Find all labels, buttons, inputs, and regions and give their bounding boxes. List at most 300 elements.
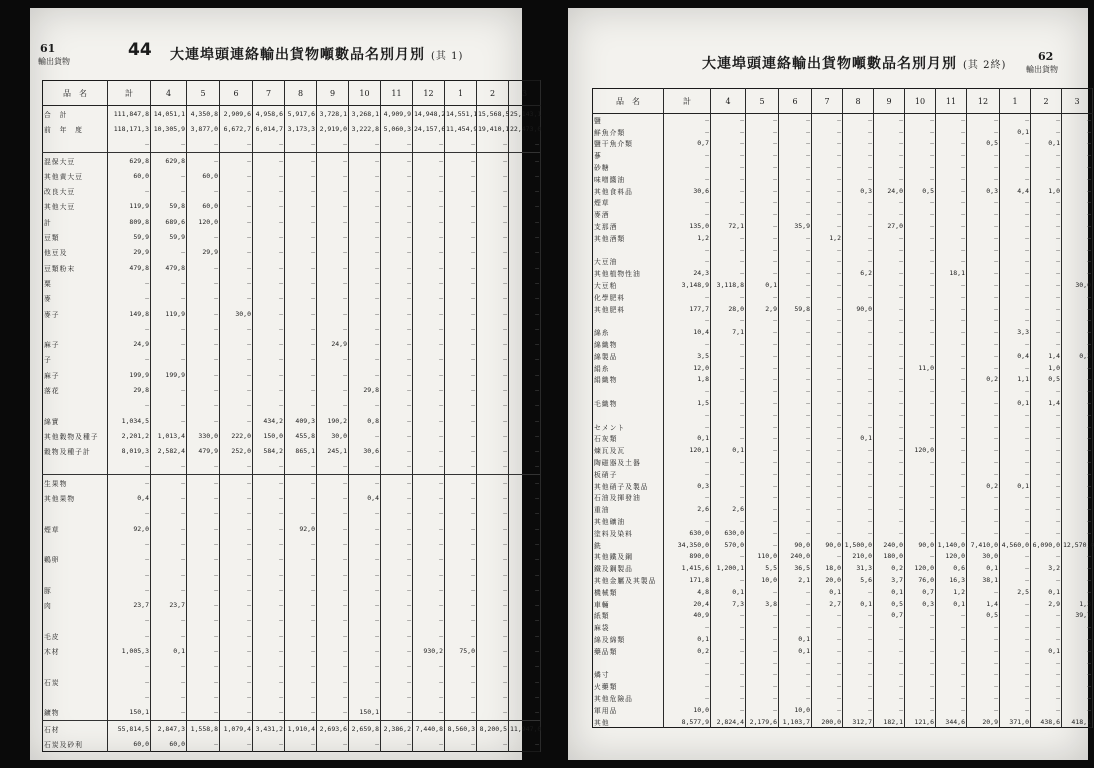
table-row xyxy=(43,336,541,351)
table-cell: — xyxy=(253,521,285,536)
table-row xyxy=(43,275,541,290)
table-cell: — xyxy=(509,367,541,382)
table-cell: — xyxy=(151,659,187,674)
table-cell: — xyxy=(509,336,541,351)
table-cell: — xyxy=(1062,291,1093,303)
table-cell: — xyxy=(905,149,936,161)
table-cell: 59,9 xyxy=(108,229,151,244)
freight-table-part-2 xyxy=(592,88,1093,728)
table-row xyxy=(593,197,1093,209)
table-cell: — xyxy=(711,149,746,161)
row-item-name xyxy=(43,689,108,704)
table-cell: 150,1 xyxy=(349,705,381,721)
table-cell: 630,0 xyxy=(664,527,711,539)
row-item-name: 麥 xyxy=(43,291,108,306)
table-cell: — xyxy=(108,398,151,413)
table-cell: 7,1 xyxy=(711,326,746,338)
table-cell: — xyxy=(445,567,477,582)
table-cell: 3,173,3 xyxy=(285,121,317,136)
table-cell: — xyxy=(746,621,779,633)
table-cell: — xyxy=(812,480,843,492)
table-cell: 3,268,1 xyxy=(349,106,381,122)
table-cell: — xyxy=(967,515,1000,527)
table-cell: 0,1 xyxy=(812,586,843,598)
table-cell: 92,0 xyxy=(285,521,317,536)
table-cell: — xyxy=(874,291,905,303)
table-cell: — xyxy=(220,367,253,382)
table-cell: — xyxy=(664,692,711,704)
table-cell: — xyxy=(905,409,936,421)
table-cell: — xyxy=(1000,197,1031,209)
table-cell: — xyxy=(812,692,843,704)
table-row xyxy=(43,674,541,689)
row-item-name: 毛織物 xyxy=(593,397,664,409)
table-cell: — xyxy=(509,398,541,413)
table-cell: — xyxy=(349,260,381,275)
table-cell: — xyxy=(253,398,285,413)
table-cell: 2,9 xyxy=(746,303,779,315)
table-cell: — xyxy=(445,382,477,397)
table-cell: — xyxy=(413,444,445,459)
table-cell: — xyxy=(317,137,349,153)
table-cell: — xyxy=(812,668,843,680)
table-cell: — xyxy=(843,527,874,539)
table-cell: — xyxy=(509,137,541,153)
row-item-name: 毛皮 xyxy=(43,628,108,643)
table-cell: — xyxy=(445,674,477,689)
table-cell: — xyxy=(1000,645,1031,657)
table-cell: — xyxy=(477,674,509,689)
table-cell: — xyxy=(253,352,285,367)
table-cell: — xyxy=(381,659,413,674)
table-cell: — xyxy=(220,598,253,613)
table-cell: — xyxy=(253,229,285,244)
table-cell: — xyxy=(711,397,746,409)
table-cell: — xyxy=(1031,267,1062,279)
table-cell: 24,3 xyxy=(664,267,711,279)
table-cell: — xyxy=(1062,267,1093,279)
table-cell: — xyxy=(1062,374,1093,386)
table-cell: — xyxy=(874,492,905,504)
table-cell: 90,0 xyxy=(812,539,843,551)
table-cell: 177,7 xyxy=(664,303,711,315)
row-item-name: 合 計 xyxy=(43,106,108,122)
table-cell: — xyxy=(843,468,874,480)
table-cell: — xyxy=(874,503,905,515)
table-cell: — xyxy=(711,515,746,527)
table-cell: — xyxy=(187,506,220,521)
table-cell: — xyxy=(812,433,843,445)
table-cell: — xyxy=(509,260,541,275)
table-cell: — xyxy=(253,582,285,597)
table-cell: — xyxy=(317,367,349,382)
table-cell: — xyxy=(187,536,220,551)
table-cell: — xyxy=(905,621,936,633)
table-cell: — xyxy=(220,336,253,351)
table-row xyxy=(43,720,541,736)
row-item-name: 車輛 xyxy=(593,598,664,610)
table-cell: — xyxy=(317,689,349,704)
table-cell: — xyxy=(967,197,1000,209)
table-cell: — xyxy=(151,506,187,521)
table-cell: 0,3 xyxy=(843,185,874,197)
table-cell: — xyxy=(317,552,349,567)
table-cell: — xyxy=(1000,680,1031,692)
table-cell: 3,431,2 xyxy=(253,720,285,736)
table-cell: — xyxy=(220,506,253,521)
table-cell: — xyxy=(220,321,253,336)
table-cell: — xyxy=(711,433,746,445)
title-text: 大連埠頭連絡輸出貨物噸數品名別月別 xyxy=(170,47,425,63)
left-page xyxy=(30,8,542,760)
table-cell: — xyxy=(349,598,381,613)
table-cell: — xyxy=(779,397,812,409)
table-row xyxy=(43,552,541,567)
table-cell: — xyxy=(317,382,349,397)
right-page xyxy=(568,8,1094,760)
table-cell: 0,4 xyxy=(108,490,151,505)
table-cell: 0,1 xyxy=(1000,480,1031,492)
table-cell: — xyxy=(1062,704,1093,716)
table-cell: — xyxy=(509,567,541,582)
table-cell: 30,0 xyxy=(317,428,349,443)
table-cell: — xyxy=(349,736,381,752)
table-cell: — xyxy=(711,138,746,150)
table-cell: — xyxy=(746,609,779,621)
table-cell: — xyxy=(220,137,253,153)
table-cell: — xyxy=(711,114,746,126)
table-cell: — xyxy=(812,385,843,397)
table-cell: — xyxy=(905,433,936,445)
table-cell: — xyxy=(187,490,220,505)
table-cell: — xyxy=(151,674,187,689)
table-cell: — xyxy=(253,598,285,613)
table-cell: — xyxy=(779,527,812,539)
table-cell: — xyxy=(413,152,445,168)
table-cell: — xyxy=(285,321,317,336)
table-cell: — xyxy=(509,183,541,198)
table-cell: 10,0 xyxy=(746,574,779,586)
table-cell: — xyxy=(711,657,746,669)
table-cell: — xyxy=(445,689,477,704)
table-cell: 120,0 xyxy=(936,550,967,562)
row-item-name: 粟 xyxy=(43,275,108,290)
column-header-month: 6 xyxy=(220,81,253,106)
table-cell: — xyxy=(812,267,843,279)
table-cell: — xyxy=(843,492,874,504)
table-cell: — xyxy=(349,428,381,443)
table-cell: — xyxy=(1031,326,1062,338)
table-cell: 3,148,9 xyxy=(664,279,711,291)
table-cell: — xyxy=(187,613,220,628)
table-cell: — xyxy=(477,736,509,752)
table-cell: — xyxy=(874,138,905,150)
table-cell: 90,0 xyxy=(843,303,874,315)
table-cell: — xyxy=(509,214,541,229)
table-cell: — xyxy=(317,536,349,551)
table-cell: — xyxy=(253,736,285,752)
table-cell: — xyxy=(843,621,874,633)
table-row xyxy=(43,321,541,336)
table-row xyxy=(43,444,541,459)
table-row xyxy=(43,260,541,275)
table-cell: — xyxy=(413,521,445,536)
table-cell: — xyxy=(1062,326,1093,338)
table-cell: — xyxy=(843,633,874,645)
table-cell: — xyxy=(874,256,905,268)
table-cell: — xyxy=(151,582,187,597)
table-cell: — xyxy=(477,490,509,505)
table-cell: — xyxy=(812,421,843,433)
table-cell: — xyxy=(812,220,843,232)
table-cell: — xyxy=(151,490,187,505)
table-cell: — xyxy=(1062,409,1093,421)
table-cell: — xyxy=(349,291,381,306)
table-cell: — xyxy=(381,306,413,321)
table-cell: — xyxy=(843,161,874,173)
row-item-name xyxy=(43,567,108,582)
table-cell: — xyxy=(1031,680,1062,692)
table-cell: — xyxy=(746,385,779,397)
table-cell: — xyxy=(445,321,477,336)
page-section-label: 輸出貨物 xyxy=(38,57,70,66)
table-cell: — xyxy=(1062,621,1093,633)
table-cell: — xyxy=(843,397,874,409)
table-cell: — xyxy=(967,645,1000,657)
table-cell: — xyxy=(664,173,711,185)
table-row xyxy=(593,397,1093,409)
table-cell: — xyxy=(220,260,253,275)
table-cell: — xyxy=(253,659,285,674)
table-cell: — xyxy=(445,367,477,382)
table-cell: 30,0 xyxy=(967,550,1000,562)
table-cell: — xyxy=(936,338,967,350)
table-row xyxy=(593,303,1093,315)
table-cell: — xyxy=(874,279,905,291)
table-cell: — xyxy=(220,582,253,597)
table-cell: — xyxy=(509,674,541,689)
table-cell: — xyxy=(349,352,381,367)
table-cell: — xyxy=(381,367,413,382)
table-cell: 72,1 xyxy=(711,220,746,232)
table-cell: — xyxy=(349,552,381,567)
table-cell: — xyxy=(413,689,445,704)
table-row xyxy=(593,468,1093,480)
table-cell: — xyxy=(843,704,874,716)
table-cell: — xyxy=(220,183,253,198)
table-cell: — xyxy=(812,197,843,209)
table-cell: — xyxy=(445,306,477,321)
table-cell: — xyxy=(445,398,477,413)
table-cell: — xyxy=(317,260,349,275)
table-cell: — xyxy=(151,382,187,397)
table-cell: — xyxy=(445,352,477,367)
table-cell: — xyxy=(664,385,711,397)
table-cell: — xyxy=(1031,621,1062,633)
table-cell: 344,6 xyxy=(936,716,967,728)
table-cell: — xyxy=(1000,633,1031,645)
table-cell: — xyxy=(477,659,509,674)
row-item-name: 大豆油 xyxy=(593,256,664,268)
table-cell: — xyxy=(843,503,874,515)
table-cell: 2,847,3 xyxy=(151,720,187,736)
table-cell: — xyxy=(812,138,843,150)
table-cell: — xyxy=(1000,291,1031,303)
table-cell: 60,0 xyxy=(187,199,220,214)
table-cell: — xyxy=(779,598,812,610)
table-cell: 252,0 xyxy=(220,444,253,459)
table-cell: 29,9 xyxy=(187,245,220,260)
table-cell: — xyxy=(445,490,477,505)
table-cell: — xyxy=(1062,232,1093,244)
table-cell: 0,2 xyxy=(664,645,711,657)
table-cell: — xyxy=(874,149,905,161)
table-cell: — xyxy=(874,621,905,633)
table-cell: — xyxy=(1000,161,1031,173)
table-cell: — xyxy=(1062,161,1093,173)
table-cell: — xyxy=(317,598,349,613)
table-cell: 38,1 xyxy=(967,574,1000,586)
table-cell: — xyxy=(905,208,936,220)
table-cell: — xyxy=(413,367,445,382)
table-cell: 35,9 xyxy=(779,220,812,232)
table-cell: — xyxy=(445,598,477,613)
table-cell: — xyxy=(905,173,936,185)
table-cell: — xyxy=(843,586,874,598)
table-cell: 8,200,5 xyxy=(477,720,509,736)
page-section-label: 輸出貨物 xyxy=(1026,65,1058,74)
table-cell: — xyxy=(253,291,285,306)
table-cell: — xyxy=(108,183,151,198)
table-cell: — xyxy=(874,468,905,480)
table-cell: — xyxy=(220,689,253,704)
table-cell: 0,7 xyxy=(874,609,905,621)
table-cell: 1,079,4 xyxy=(220,720,253,736)
table-cell: 1,2 xyxy=(812,232,843,244)
table-cell: — xyxy=(253,674,285,689)
table-cell: — xyxy=(711,208,746,220)
table-cell: — xyxy=(1062,515,1093,527)
table-row xyxy=(43,506,541,521)
table-cell: — xyxy=(812,303,843,315)
table-cell: — xyxy=(936,503,967,515)
table-row xyxy=(593,704,1093,716)
table-cell: 60,0 xyxy=(108,736,151,752)
table-cell: — xyxy=(967,421,1000,433)
table-cell: 5,6 xyxy=(843,574,874,586)
row-item-name: 木材 xyxy=(43,643,108,658)
row-item-name: 綿實 xyxy=(43,413,108,428)
row-item-name: 其他鐵及鋼 xyxy=(593,550,664,562)
row-item-name: 重油 xyxy=(593,503,664,515)
table-cell: 1,2 xyxy=(664,232,711,244)
table-cell: — xyxy=(285,229,317,244)
table-cell: — xyxy=(1000,692,1031,704)
table-cell: — xyxy=(151,398,187,413)
table-cell: — xyxy=(746,668,779,680)
table-cell: — xyxy=(151,613,187,628)
table-cell: — xyxy=(1062,503,1093,515)
table-cell: — xyxy=(936,279,967,291)
row-item-name: 鮮魚介類 xyxy=(593,126,664,138)
table-row xyxy=(593,539,1093,551)
table-cell: — xyxy=(711,574,746,586)
table-row xyxy=(43,152,541,168)
table-cell: — xyxy=(874,362,905,374)
row-item-name: 麻袋 xyxy=(593,621,664,633)
table-cell: — xyxy=(108,536,151,551)
column-header-month: 5 xyxy=(746,89,779,114)
table-row xyxy=(593,362,1093,374)
table-cell: 0,1 xyxy=(711,444,746,456)
table-cell: — xyxy=(1000,503,1031,515)
table-cell: — xyxy=(413,459,445,475)
table-cell: 0,4 xyxy=(1000,350,1031,362)
row-item-name: 蔘 xyxy=(593,149,664,161)
table-cell: — xyxy=(779,267,812,279)
table-cell: — xyxy=(936,291,967,303)
table-row xyxy=(593,350,1093,362)
table-cell: 0,3 xyxy=(967,185,1000,197)
table-cell: — xyxy=(445,475,477,491)
table-cell: — xyxy=(253,705,285,721)
table-cell: — xyxy=(711,197,746,209)
table-cell: — xyxy=(381,352,413,367)
table-cell: — xyxy=(220,382,253,397)
table-row xyxy=(593,385,1093,397)
table-cell: — xyxy=(349,152,381,168)
table-cell: — xyxy=(509,168,541,183)
table-cell: 182,1 xyxy=(874,716,905,728)
row-item-name: 鹽 xyxy=(593,114,664,126)
table-cell: — xyxy=(317,567,349,582)
table-cell: — xyxy=(108,459,151,475)
table-row xyxy=(43,382,541,397)
table-cell: 245,1 xyxy=(317,444,349,459)
table-cell: 570,0 xyxy=(711,539,746,551)
table-cell: 584,2 xyxy=(253,444,285,459)
table-cell: — xyxy=(1031,315,1062,327)
table-cell: — xyxy=(779,444,812,456)
table-cell: — xyxy=(779,279,812,291)
table-cell: — xyxy=(220,152,253,168)
table-cell: — xyxy=(1000,338,1031,350)
table-cell: 1,200,1 xyxy=(711,562,746,574)
table-cell: — xyxy=(381,643,413,658)
table-cell: — xyxy=(477,459,509,475)
table-cell: — xyxy=(746,149,779,161)
table-cell: — xyxy=(711,126,746,138)
table-cell: 19,410,1 xyxy=(477,121,509,136)
table-cell: — xyxy=(905,267,936,279)
table-cell: — xyxy=(1062,527,1093,539)
table-cell: — xyxy=(967,267,1000,279)
table-cell: — xyxy=(381,521,413,536)
table-cell: — xyxy=(477,336,509,351)
table-cell: 4,560,0 xyxy=(1000,539,1031,551)
table-cell: — xyxy=(1062,397,1093,409)
table-cell: — xyxy=(779,492,812,504)
table-cell: — xyxy=(779,338,812,350)
table-cell: — xyxy=(1062,680,1093,692)
row-item-name: 麻子 xyxy=(43,367,108,382)
table-cell: 90,0 xyxy=(779,539,812,551)
table-cell: 121,6 xyxy=(905,716,936,728)
table-cell: — xyxy=(664,244,711,256)
table-cell: 434,2 xyxy=(253,413,285,428)
table-cell: — xyxy=(711,704,746,716)
table-cell: — xyxy=(349,336,381,351)
